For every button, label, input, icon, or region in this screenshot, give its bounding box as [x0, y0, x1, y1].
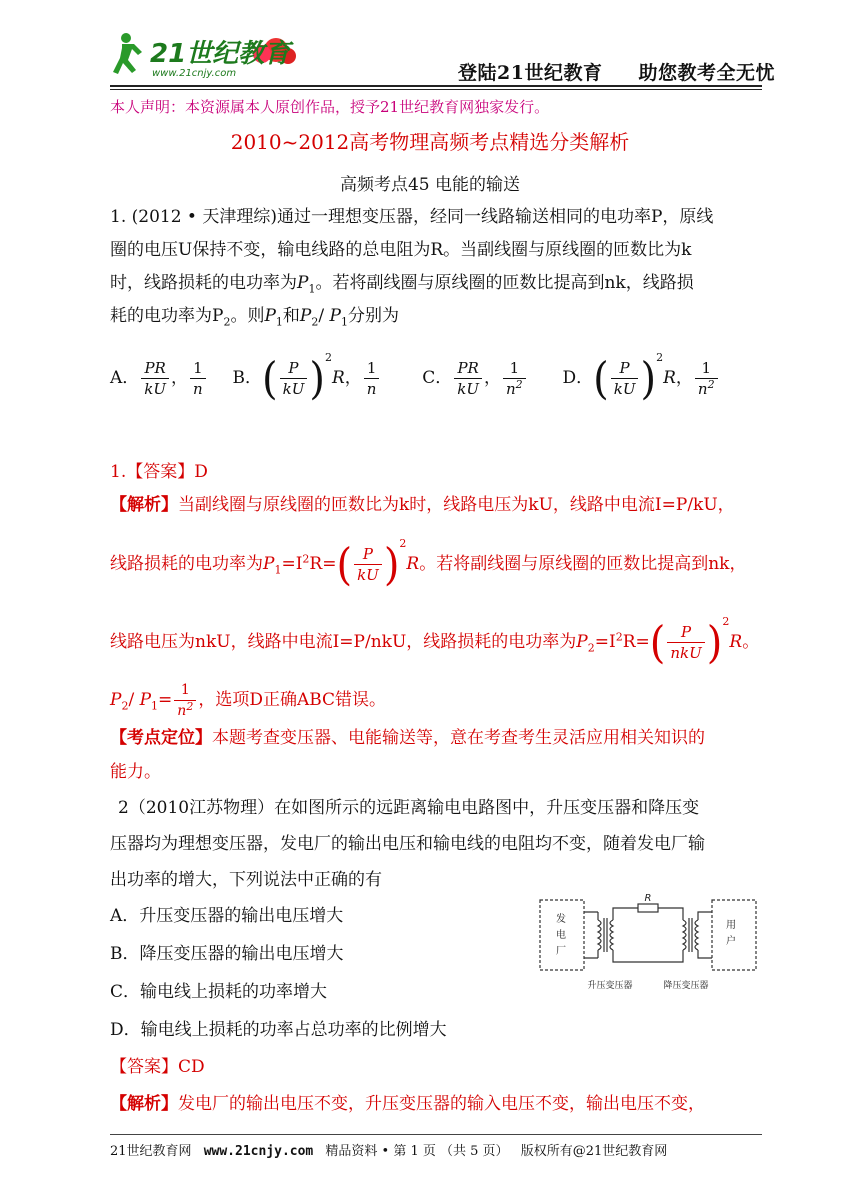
- q1-line-3: 时，线路损耗的电功率为$P_1$。若将副线圈与原线圈的匝数比提高到nk，线路损: [110, 273, 694, 296]
- option-b-label: B．: [232, 368, 262, 388]
- q1-kaodian-1: 【考点定位】本题考查变压器、电能输送等，意在考查考生灵活应用相关知识的: [110, 728, 705, 748]
- q1-analysis-4: $P_2/$ $P_1=$ $\frac{1}{n2}$ ，选项D正确ABC错误。: [110, 682, 387, 719]
- logo-text: 21世纪教育: [150, 39, 291, 69]
- step-up-label: 升压变压器: [587, 981, 633, 991]
- step-down-primary-coil: [683, 920, 686, 950]
- q2-line-1: 2（2010江苏物理）在如图所示的远距离输电电路图中，升压变压器和降压变: [118, 798, 700, 818]
- footer-page: 精品资料 • 第 1 页 （共 5 页）: [325, 1144, 509, 1159]
- footer-rule: [110, 1134, 762, 1135]
- user-box: [712, 900, 756, 970]
- page-footer: [110, 1140, 760, 1159]
- power-plant-label-3: 厂: [556, 946, 566, 957]
- option-d-label: D．: [562, 368, 594, 388]
- q2-option-d: D．输电线上损耗的功率占总功率的比例增大: [110, 1020, 447, 1040]
- q1-analysis-2: 线路损耗的电功率为$P_1=I^2R=$( $\frac{P}{kU}$ )2R。若将副线圈与原线圈的匝数比提高到nk，: [110, 537, 747, 590]
- step-up-primary-coil: [598, 920, 601, 950]
- power-plant-label-1: 发: [556, 914, 566, 925]
- footer-copyright: 版权所有@21世纪教育网: [520, 1144, 668, 1159]
- q2-analysis-1: 【解析】发电厂的输出电压不变，升压变压器的输入电压不变，输出电压不变，: [110, 1094, 705, 1114]
- user-label-1: 用: [726, 920, 736, 931]
- step-up-secondary-coil: [610, 920, 613, 950]
- page-title: 2010~2012高考物理高频考点精选分类解析: [230, 130, 630, 154]
- q2-option-a: A．升压变压器的输出电压增大: [110, 906, 344, 926]
- declaration: 本人声明：本资源属本人原创作品，授予21世纪教育网独家发行。: [110, 98, 550, 116]
- site-logo-icon: [112, 30, 312, 82]
- slogan-right: 助您教考全无忧: [638, 62, 775, 84]
- q2-option-b: B．降压变压器的输出电压增大: [110, 944, 344, 964]
- transmission-circuit-diagram: [536, 888, 760, 994]
- q1-analysis-3: 线路电压为nkU，线路中电流I=P/nkU，线路损耗的电功率为$P_2=I^2R=$( $\frac{P}{\text{nkU}}$ )2R。: [110, 615, 760, 668]
- footer-url[interactable]: www.21cnjy.com: [203, 1144, 314, 1159]
- header-rule: [110, 85, 762, 87]
- q2-answer: 【答案】CD: [110, 1057, 205, 1077]
- q2-line-3: 出功率的增大，下列说法中正确的有: [110, 870, 382, 890]
- q2-option-c: C．输电线上损耗的功率增大: [110, 982, 328, 1002]
- step-down-label: 降压变压器: [663, 981, 709, 991]
- step-down-secondary-coil: [695, 920, 698, 950]
- header-rule-thin: [110, 89, 762, 90]
- slogan-left: 登陆21世纪教育: [458, 62, 603, 84]
- q1-options: A． $\frac{PR}{kU}$ ， $\frac{1}{n}$ B．( $\frac{P}{kU}$ )2R， $\frac{1}{n}$ C． $\frac{PR}{kU}$ ， $\frac{1}{n2}$ D．( $\frac{P}{kU}$ )2R， $\frac{1}{n2}$: [110, 358, 760, 399]
- footer-site: 21世纪教育网: [110, 1144, 192, 1159]
- logo-url: www.21cnjy.com: [152, 68, 237, 79]
- q1-line-4: 耗的电功率为$P_2$。则$P_1$和$P_2/$ $P_1$分别为: [110, 306, 399, 329]
- user-label-2: 户: [726, 936, 736, 947]
- option-a-label: A．: [110, 368, 140, 388]
- power-plant-label-2: 电: [556, 930, 566, 941]
- resistor-label: R: [644, 893, 652, 904]
- page-header: [0, 0, 860, 92]
- header-slogan: [458, 58, 775, 85]
- q1-kaodian-2: 能力。: [110, 762, 161, 782]
- page-subtitle: 高频考点45 电能的输送: [339, 175, 521, 195]
- q1-line-2: 圈的电压U保持不变，输电线路的总电阻为R。当副线圈与原线圈的匝数比为k: [110, 240, 692, 260]
- option-c-label: C．: [422, 368, 453, 388]
- q1-line-1: 1. (2012 • 天津理综)通过一理想变压器，经同一线路输送相同的电功率P，原线: [110, 207, 714, 227]
- resistor-R: [638, 904, 658, 912]
- q1-analysis-1: 【解析】当副线圈与原线圈的匝数比为k时，线路电压为kU，线路中电流I=P/kU，: [110, 495, 735, 515]
- q2-line-2: 压器均为理想变压器，发电厂的输出电压和输电线的电阻均不变，随着发电厂输: [110, 834, 705, 854]
- q1-answer: 1.【答案】D: [110, 462, 208, 482]
